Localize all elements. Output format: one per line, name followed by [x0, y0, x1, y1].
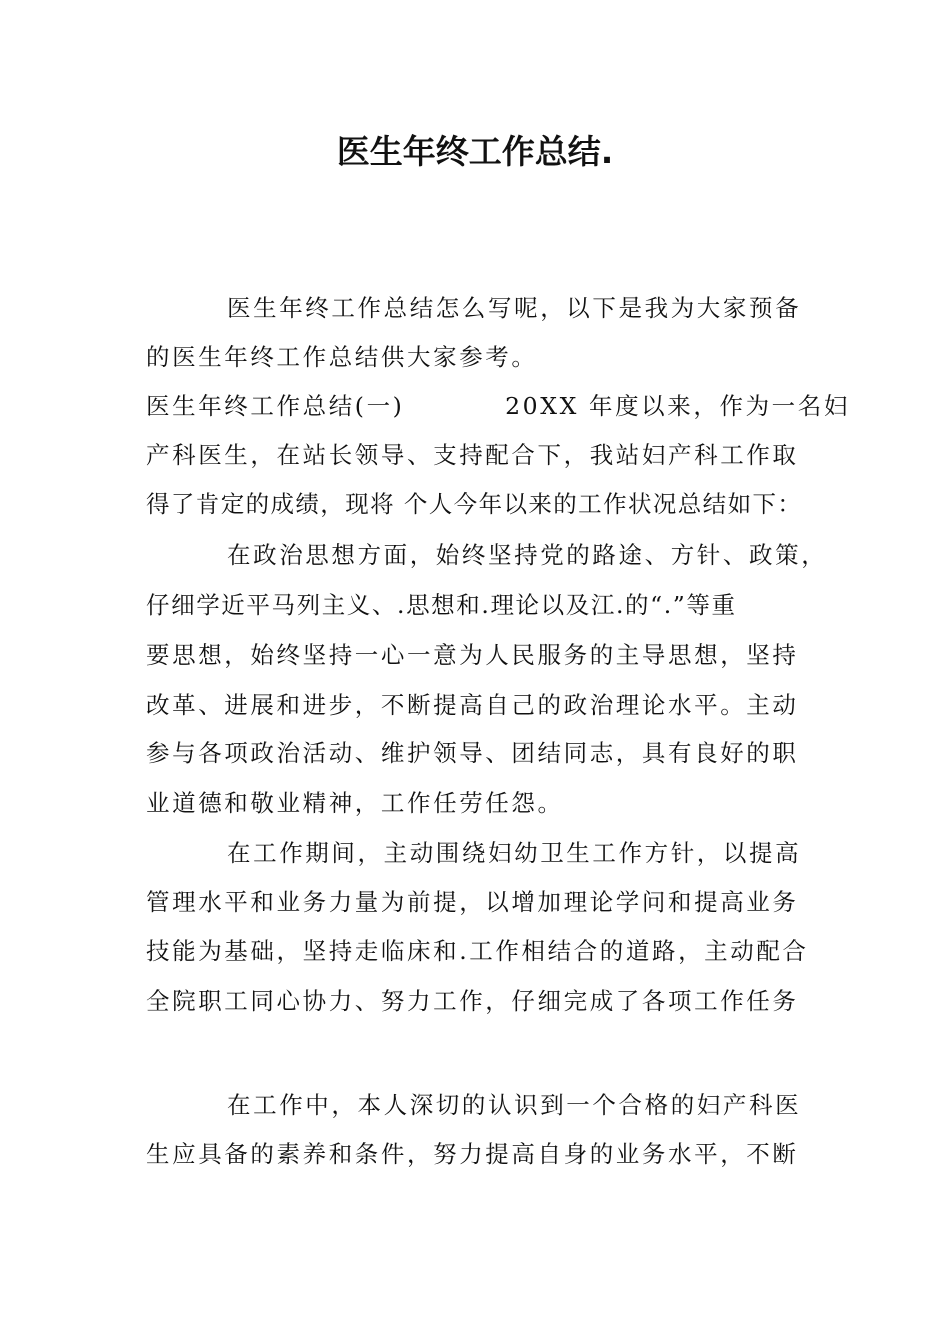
- text-line: 在工作期间，主动围绕妇幼卫生工作方针，以提高: [227, 839, 802, 867]
- text-line: 在政治思想方面，始终坚持党的路途、方针、政策，: [227, 541, 828, 569]
- text-line: 产科医生，在站长领导、支持配合下，我站妇产科工作取: [146, 441, 799, 469]
- text-line: 医生年终工作总结(一) 20XX 年度以来，作为一名妇: [146, 392, 850, 420]
- text-line: 技能为基础，坚持走临床和.工作相结合的道路，主动配合: [146, 937, 809, 965]
- text-line: 生应具备的素养和条件，努力提高自身的业务水平，不断: [146, 1140, 799, 1168]
- text-line: 医生年终工作总结怎么写呢，以下是我为大家预备: [227, 294, 802, 322]
- text-line: 仔细学近平马列主义、.思想和.理论以及江.的“.”等重: [146, 591, 737, 619]
- text-line: 参与各项政治活动、维护领导、团结同志，具有良好的职: [146, 739, 799, 767]
- text-line: 业道德和敬业精神，工作任劳任怨。: [146, 789, 564, 817]
- text-line: 管理水平和业务力量为前提，以增加理论学问和提高业务: [146, 888, 799, 916]
- document-title: 医生年终工作总结.: [336, 132, 614, 171]
- text-line: 要思想，始终坚持一心一意为人民服务的主导思想，坚持: [146, 641, 799, 669]
- text-line: 的医生年终工作总结供大家参考。: [146, 343, 538, 371]
- text-line: 在工作中，本人深切的认识到一个合格的妇产科医: [227, 1091, 802, 1119]
- text-line: 全院职工同心协力、努力工作，仔细完成了各项工作任务: [146, 987, 799, 1015]
- text-line: 得了肯定的成绩，现将 个人今年以来的工作状况总结如下：: [146, 490, 803, 518]
- text-line: 改革、进展和进步，不断提高自己的政治理论水平。主动: [146, 691, 799, 719]
